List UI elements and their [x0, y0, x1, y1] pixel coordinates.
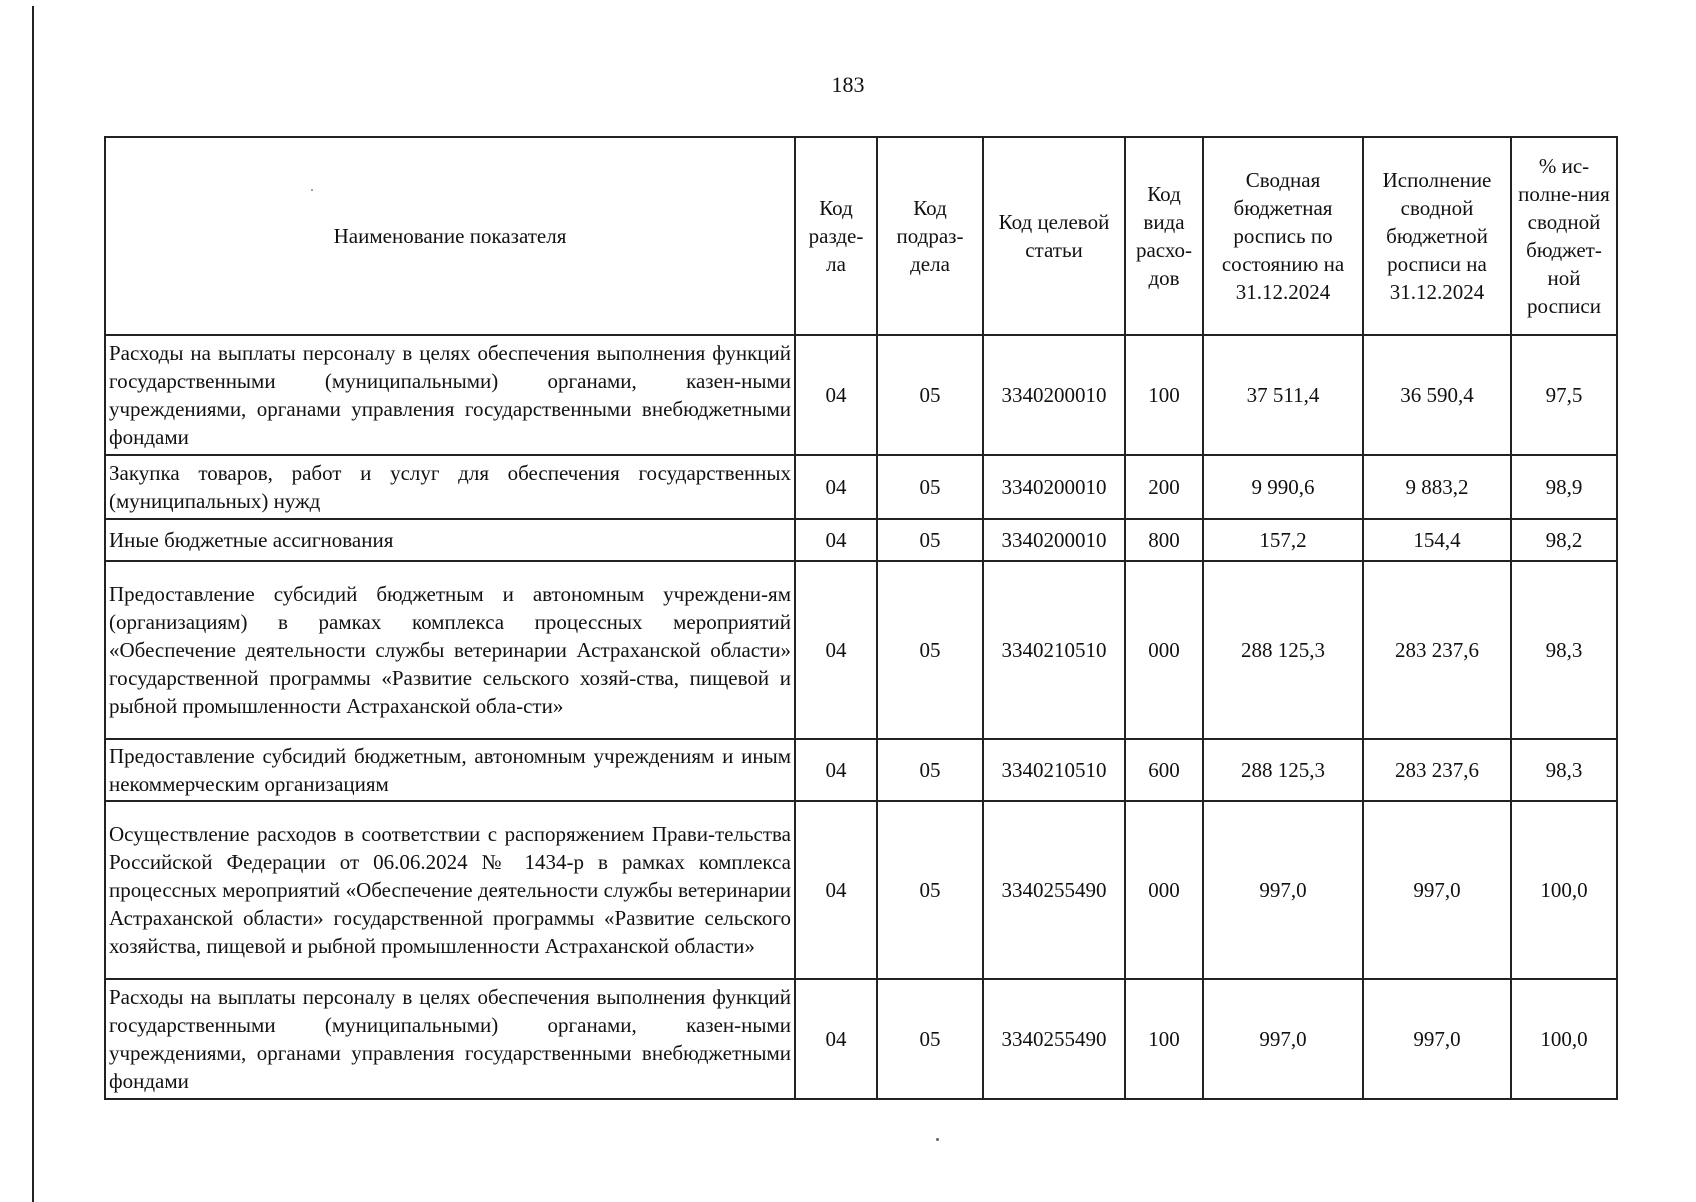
row-plan: 288 125,3	[1203, 739, 1363, 801]
row-execution: 997,0	[1363, 801, 1511, 979]
row-subsection: 05	[877, 455, 983, 519]
row-section: 04	[795, 739, 877, 801]
row-name: Осуществление расходов в соответствии с распоряжением Прави-тельства Российской Федерации от 06.06.2024 № 1434-р в рамках комплекса процессных мероприятий «Обеспечение деятельности службы ветеринарии Астраханской области» государственной программы «Развитие сельского хозяйства, пищевой и рыбной промышленности Астраханской области»	[105, 801, 795, 979]
header-percent: % ис-полне-ния сводной бюджет-ной росписи	[1511, 137, 1617, 335]
row-subsection: 05	[877, 561, 983, 739]
row-section: 04	[795, 335, 877, 455]
table-row	[105, 739, 1617, 801]
table-row	[105, 561, 1617, 739]
row-section: 04	[795, 561, 877, 739]
page-binding-line	[32, 6, 34, 1202]
row-target: 3340255490	[983, 979, 1125, 1099]
row-target: 3340200010	[983, 519, 1125, 561]
row-target: 3340255490	[983, 801, 1125, 979]
row-plan: 997,0	[1203, 979, 1363, 1099]
row-name: Предоставление субсидий бюджетным и автономным учреждени-ям (организациям) в рамках комплекса процессных мероприятий «Обеспечение деятельности службы ветеринарии Астраханской области» государственной программы «Развитие сельского хозяй-ства, пищевой и рыбной промышленности Астраханской обла-сти»	[105, 561, 795, 739]
header-name: Наименование показателя	[105, 137, 795, 335]
row-target: 3340200010	[983, 335, 1125, 455]
row-percent: 98,3	[1511, 561, 1617, 739]
row-name: Расходы на выплаты персоналу в целях обеспечения выполнения функций государственными (муниципальными) органами, казен-ными учреждениями, органами управления государственными внебюджетными фондами	[105, 979, 795, 1099]
row-section: 04	[795, 801, 877, 979]
header-section-code: Код разде-ла	[795, 137, 877, 335]
row-name: Иные бюджетные ассигнования	[105, 519, 795, 561]
row-plan: 157,2	[1203, 519, 1363, 561]
row-subsection: 05	[877, 801, 983, 979]
table-row	[105, 519, 1617, 561]
row-subsection: 05	[877, 979, 983, 1099]
row-subsection: 05	[877, 335, 983, 455]
table-row	[105, 801, 1617, 979]
row-percent: 98,2	[1511, 519, 1617, 561]
table-row	[105, 335, 1617, 455]
row-section: 04	[795, 519, 877, 561]
table-row	[105, 455, 1617, 519]
table-header-row	[105, 137, 1617, 335]
row-name: Расходы на выплаты персоналу в целях обеспечения выполнения функций государственными (муниципальными) органами, казен-ными учреждениями, органами управления государственными внебюджетными фондами	[105, 335, 795, 455]
row-target: 3340210510	[983, 561, 1125, 739]
row-percent: 97,5	[1511, 335, 1617, 455]
budget-table-container	[104, 136, 1616, 1100]
row-subsection: 05	[877, 519, 983, 561]
row-execution: 997,0	[1363, 979, 1511, 1099]
row-execution: 283 237,6	[1363, 561, 1511, 739]
row-percent: 100,0	[1511, 801, 1617, 979]
row-percent: 98,9	[1511, 455, 1617, 519]
row-plan: 997,0	[1203, 801, 1363, 979]
header-expense-type-code: Код вида расхо-дов	[1125, 137, 1203, 335]
header-subsection-code: Код подраз-дела	[877, 137, 983, 335]
row-type: 100	[1125, 979, 1203, 1099]
row-percent: 100,0	[1511, 979, 1617, 1099]
page-number: 183	[831, 72, 865, 97]
scan-speck	[936, 1138, 939, 1141]
row-plan: 37 511,4	[1203, 335, 1363, 455]
row-type: 000	[1125, 801, 1203, 979]
row-type: 800	[1125, 519, 1203, 561]
row-type: 200	[1125, 455, 1203, 519]
row-execution: 9 883,2	[1363, 455, 1511, 519]
row-name: Предоставление субсидий бюджетным, автономным учреждениям и иным некоммерческим организациям	[105, 739, 795, 801]
row-subsection: 05	[877, 739, 983, 801]
row-execution: 283 237,6	[1363, 739, 1511, 801]
row-section: 04	[795, 455, 877, 519]
row-plan: 9 990,6	[1203, 455, 1363, 519]
header-budget-plan: Сводная бюджетная роспись по состоянию на 31.12.2024	[1203, 137, 1363, 335]
row-plan: 288 125,3	[1203, 561, 1363, 739]
row-target: 3340200010	[983, 455, 1125, 519]
row-type: 600	[1125, 739, 1203, 801]
row-type: 000	[1125, 561, 1203, 739]
row-percent: 98,3	[1511, 739, 1617, 801]
header-execution: Исполнение сводной бюджетной росписи на 31.12.2024	[1363, 137, 1511, 335]
row-target: 3340210510	[983, 739, 1125, 801]
row-type: 100	[1125, 335, 1203, 455]
row-name: Закупка товаров, работ и услуг для обеспечения государственных (муниципальных) нужд	[105, 455, 795, 519]
row-execution: 154,4	[1363, 519, 1511, 561]
budget-execution-table	[104, 136, 1618, 1100]
row-execution: 36 590,4	[1363, 335, 1511, 455]
header-target-code: Код целевой статьи	[983, 137, 1125, 335]
table-row	[105, 979, 1617, 1099]
row-section: 04	[795, 979, 877, 1099]
